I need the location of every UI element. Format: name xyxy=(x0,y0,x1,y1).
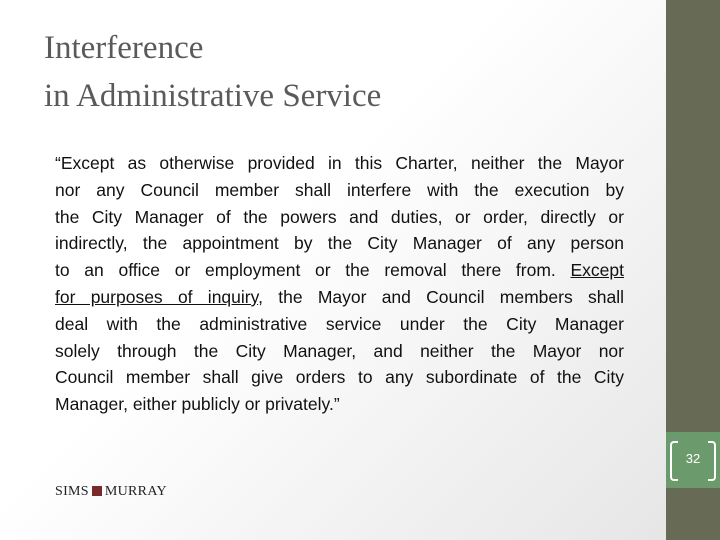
quote-line-rest: the Mayor and Council members shall xyxy=(278,286,624,307)
comma: , xyxy=(258,286,263,307)
quote-line: deal with the administrative service under the City Manager xyxy=(55,313,624,334)
quote-line xyxy=(55,284,624,311)
title-line: Interference xyxy=(44,30,204,66)
underlined-word: Except xyxy=(570,260,624,281)
underlined-except: to an office or employment or the removal there from. Except xyxy=(55,260,624,281)
quote-line: indirectly, the appointment by the City Manager of any person xyxy=(55,233,624,254)
page-number-box xyxy=(666,432,720,488)
sims-murray-logo xyxy=(55,484,167,500)
quote-line: Manager, either publicly or privately.” xyxy=(55,394,340,415)
logo-left: SIMS xyxy=(55,484,89,499)
underlined-phrase: for purposes of inquiry xyxy=(55,286,259,307)
quote-line: nor any Council member shall interfere with the execution by xyxy=(55,179,624,200)
quote-line: Council member shall give orders to any subordinate of the City xyxy=(55,367,624,388)
quote-line: solely through the City Manager, and neither the Mayor nor xyxy=(55,340,624,361)
slide-title xyxy=(44,24,381,120)
quote-line: “Except as otherwise provided in this Charter, neither the Mayor xyxy=(55,153,624,173)
title-line: in Administrative Service xyxy=(44,78,382,114)
logo-square-icon xyxy=(92,486,102,496)
quote-line xyxy=(55,257,624,284)
quote-line: the City Manager of the powers and duties, or order, directly or xyxy=(55,206,624,227)
page-number: 32 xyxy=(685,451,701,466)
charter-quote xyxy=(55,150,624,418)
logo-right: MURRAY xyxy=(104,484,167,499)
